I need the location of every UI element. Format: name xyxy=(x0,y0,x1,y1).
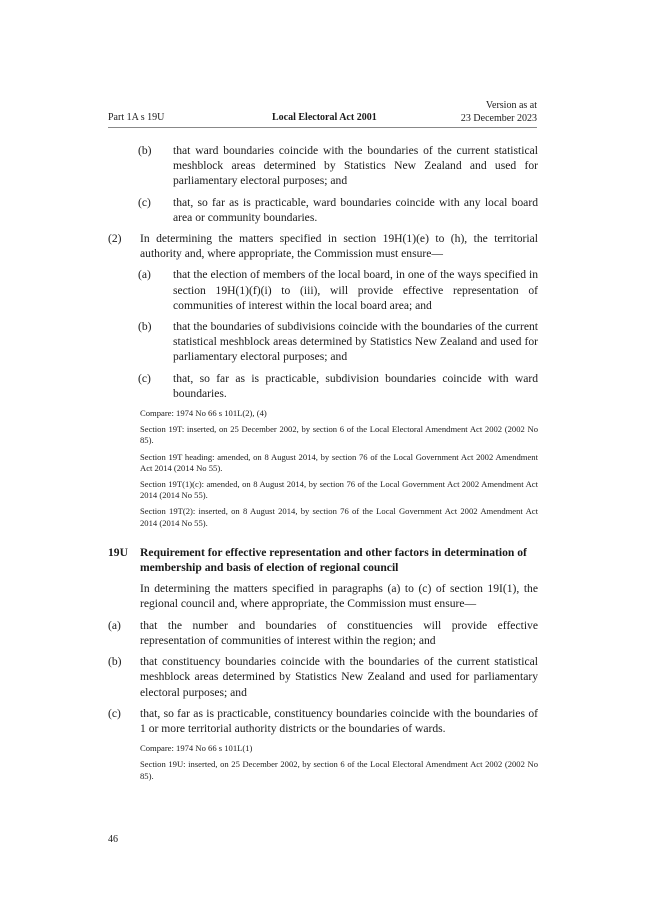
history-note: Section 19T: inserted, on 25 December 2002, by section 6 of the Local Electoral Amendment Act 2002 (2002 No 85). xyxy=(140,424,538,446)
paragraph-label: (c) xyxy=(138,371,151,385)
paragraph-item xyxy=(108,195,538,225)
subsection-text: In determining the matters specified in section 19H(1)(e) to (h), the territorial authority and, where appropriate, the Commission must ensure— xyxy=(140,232,538,261)
paragraph-label: (a) xyxy=(138,268,151,282)
compare-note: Compare: 1974 No 66 s 101L(1) xyxy=(140,743,253,754)
paragraph-item xyxy=(108,267,538,313)
page-body xyxy=(108,143,538,782)
subsection-label: (2) xyxy=(108,232,122,246)
history-note: Section 19U: inserted, on 25 December 2002, by section 6 of the Local Electoral Amendment Act 2002 (2002 No 85). xyxy=(140,759,538,781)
history-note: Section 19T(1)(c): amended, on 8 August 2014, by section 76 of the Local Government Act 2002 Amendment Act 2014 (2014 No 55). xyxy=(140,479,538,501)
paragraph-item xyxy=(108,654,538,700)
version-label: Version as at xyxy=(485,100,537,111)
paragraph-text: that ward boundaries coincide with the boundaries of the current statistical meshblock areas determined by Statistics New Zealand and used for parliamentary electoral purposes; and xyxy=(173,144,538,188)
paragraph-label: (b) xyxy=(108,655,122,669)
paragraph-label: (c) xyxy=(108,706,121,720)
version-date xyxy=(461,99,537,125)
paragraph-text: that the number and boundaries of constituencies will provide effective representation of communities of interest within the region; and xyxy=(140,618,538,647)
paragraph-text: that, so far as is practicable, ward boundaries coincide with any local board area or community boundaries. xyxy=(173,195,538,224)
paragraph-label: (a) xyxy=(108,618,121,632)
paragraph-label: (b) xyxy=(138,320,152,334)
paragraph-text: that, so far as is practicable, constituency boundaries coincide with the boundaries of 1 or more territorial authority districts or the boundaries of wards. xyxy=(140,706,538,735)
section-intro: In determining the matters specified in paragraphs (a) to (c) of section 19I(1), the regional council and, where appropriate, the Commission must ensure— xyxy=(140,582,538,611)
paragraph-label: (b) xyxy=(138,144,152,157)
paragraph-item xyxy=(108,143,538,189)
paragraph-text: that the boundaries of subdivisions coincide with the boundaries of the current statistical meshblock areas determined by Statistics New Zealand and used for parliamentary electoral purposes; and xyxy=(173,320,538,364)
paragraph-text: that, so far as is practicable, subdivision boundaries coincide with ward boundaries. xyxy=(173,371,538,400)
paragraph-text: that the election of members of the local board, in one of the ways specified in section 19H(1)(f)(i) to (iii), will provide effective representation of communities of interest within the local board area; and xyxy=(173,268,538,312)
paragraph-text: that constituency boundaries coincide with the boundaries of the current statistical meshblock areas determined by Statistics New Zealand and used for parliamentary electoral purposes; and xyxy=(140,655,538,699)
paragraph-item xyxy=(108,618,538,648)
history-note: Section 19T heading: amended, on 8 August 2014, by section 76 of the Local Government Act 2002 Amendment Act 2014 (2014 No 55). xyxy=(140,451,538,473)
section-heading xyxy=(108,545,538,575)
version-date-value: 23 December 2023 xyxy=(460,113,537,124)
compare-note: Compare: 1974 No 66 s 101L(2), (4) xyxy=(140,408,267,419)
running-header-title: Local Electoral Act 2001 xyxy=(272,112,377,123)
section-number: 19U xyxy=(108,545,128,559)
subsection xyxy=(108,231,538,261)
header-rule xyxy=(108,127,537,128)
page-number: 46 xyxy=(108,834,118,845)
running-header-part: Part 1A s 19U xyxy=(108,112,165,123)
paragraph-item xyxy=(108,319,538,365)
history-note: Section 19T(2): inserted, on 8 August 2014, by section 76 of the Local Government Act 2002 Amendment Act 2014 (2014 No 55). xyxy=(140,506,538,528)
section-title: Requirement for effective representation and other factors in determination of membership and basis of election of regional council xyxy=(140,545,527,575)
paragraph-item xyxy=(108,706,538,736)
paragraph-label: (c) xyxy=(138,195,151,209)
paragraph-item xyxy=(108,371,538,401)
